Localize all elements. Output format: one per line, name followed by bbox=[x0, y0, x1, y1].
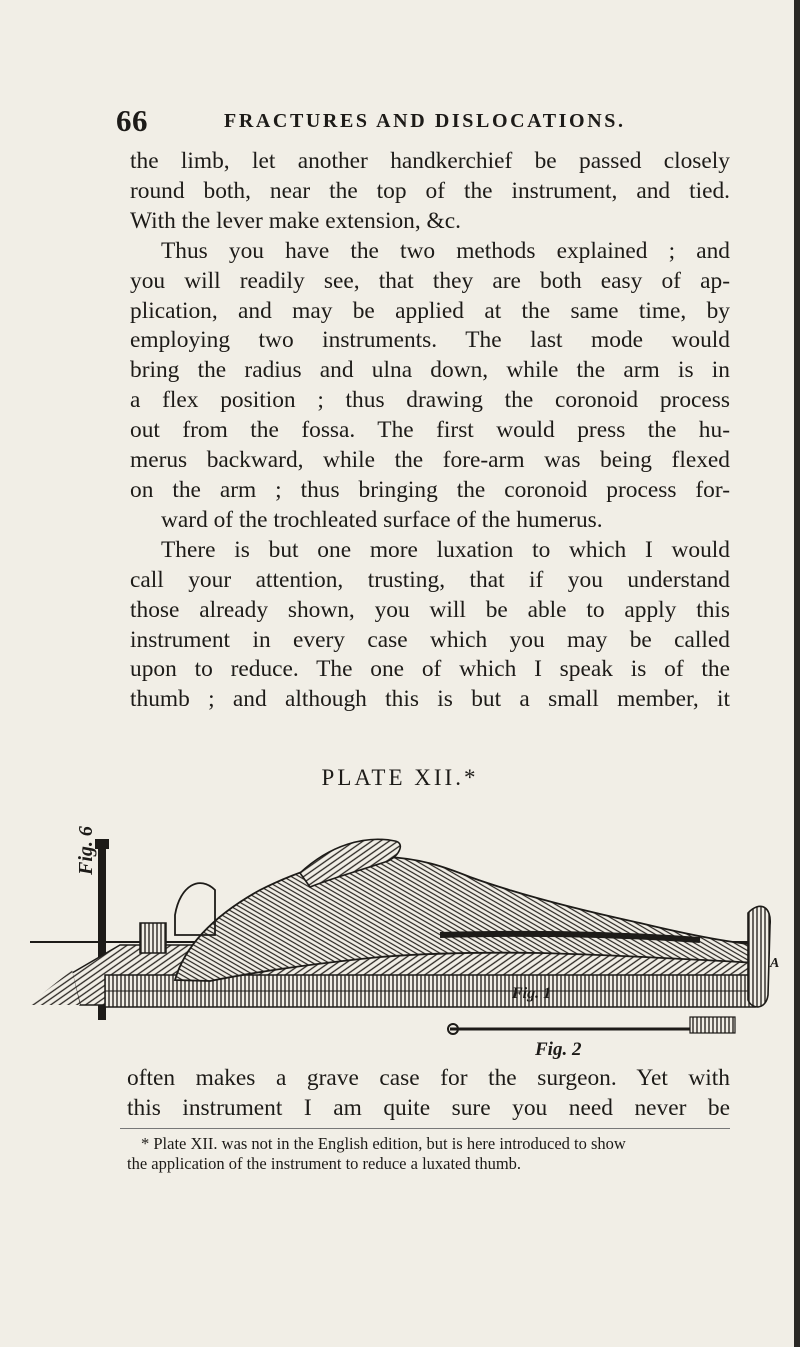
text-line: the limb, let another handkerchief be passed closely bbox=[130, 148, 730, 174]
text-line: plication, and may be applied at the same time, by bbox=[130, 297, 730, 324]
main-text bbox=[130, 147, 730, 715]
running-header bbox=[116, 103, 736, 143]
text-line: thumb ; and although this is but a small member, it bbox=[130, 686, 730, 713]
page-number: 66 bbox=[116, 103, 148, 138]
text-line: ward of the trochleated surface of the humerus. bbox=[161, 506, 603, 533]
text-line: often makes a grave case for the surgeon. Yet with bbox=[127, 1065, 730, 1091]
paragraph-3 bbox=[130, 536, 730, 715]
text-line: round both, near the top of the instrument, and tied. bbox=[130, 177, 730, 204]
page-edge bbox=[794, 0, 800, 1347]
text-line: instrument in every case which you may be called bbox=[130, 626, 730, 653]
footnote-rule bbox=[120, 1128, 730, 1129]
running-title: FRACTURES AND DISLOCATIONS. bbox=[224, 110, 626, 132]
text-line: you will readily see, that they are both easy of ap- bbox=[130, 267, 730, 294]
continuation-text bbox=[127, 1064, 730, 1124]
lower-rack bbox=[690, 1017, 735, 1033]
text-line: employing two instruments. The last mode would bbox=[130, 327, 730, 354]
continuation-paragraph bbox=[127, 1064, 730, 1124]
text-line: this instrument I am quite sure you need never be bbox=[127, 1094, 730, 1121]
text-line: With the lever make extension, &c. bbox=[130, 207, 461, 234]
text-line: merus backward, while the fore-arm was being flexed bbox=[130, 447, 730, 474]
left-clamp bbox=[140, 923, 166, 953]
text-line: bring the radius and ulna down, while the arm is in bbox=[130, 357, 730, 384]
footnote-paragraph bbox=[127, 1134, 735, 1174]
fig6-label: Fig. 6 bbox=[75, 826, 97, 875]
text-line: There is but one more luxation to which I would bbox=[161, 536, 730, 563]
post-cap bbox=[95, 839, 109, 849]
paragraph-2 bbox=[130, 237, 730, 536]
text-line: upon to reduce. The one of which I speak is of the bbox=[130, 656, 730, 683]
text-line: out from the fossa. The first would press the hu- bbox=[130, 417, 730, 444]
paragraph-1 bbox=[130, 147, 730, 237]
text-line: a flex position ; thus drawing the coronoid process bbox=[130, 387, 730, 414]
footnote-line: * Plate XII. was not in the English edition, but is here introduced to show bbox=[141, 1134, 626, 1153]
fig2-label: Fig. 2 bbox=[535, 1039, 582, 1060]
footnote-line: the application of the instrument to reduce a luxated thumb. bbox=[127, 1154, 522, 1173]
right-screw bbox=[748, 906, 770, 1007]
text-line: call your attention, trusting, that if you understand bbox=[130, 566, 730, 593]
footnote bbox=[127, 1134, 735, 1174]
fig1-label: Fig. 1 bbox=[512, 985, 552, 1002]
shadow-ground bbox=[28, 970, 80, 1005]
text-line: those already shown, you will be able to apply this bbox=[130, 596, 730, 623]
plate-title: PLATE XII.* bbox=[321, 765, 479, 790]
text-line: on the arm ; thus bringing the coronoid process for- bbox=[130, 476, 730, 503]
plate-illustration bbox=[0, 795, 800, 1070]
text-line: Thus you have the two methods explained ; and bbox=[161, 237, 730, 264]
letter-a-label: A bbox=[770, 956, 780, 971]
